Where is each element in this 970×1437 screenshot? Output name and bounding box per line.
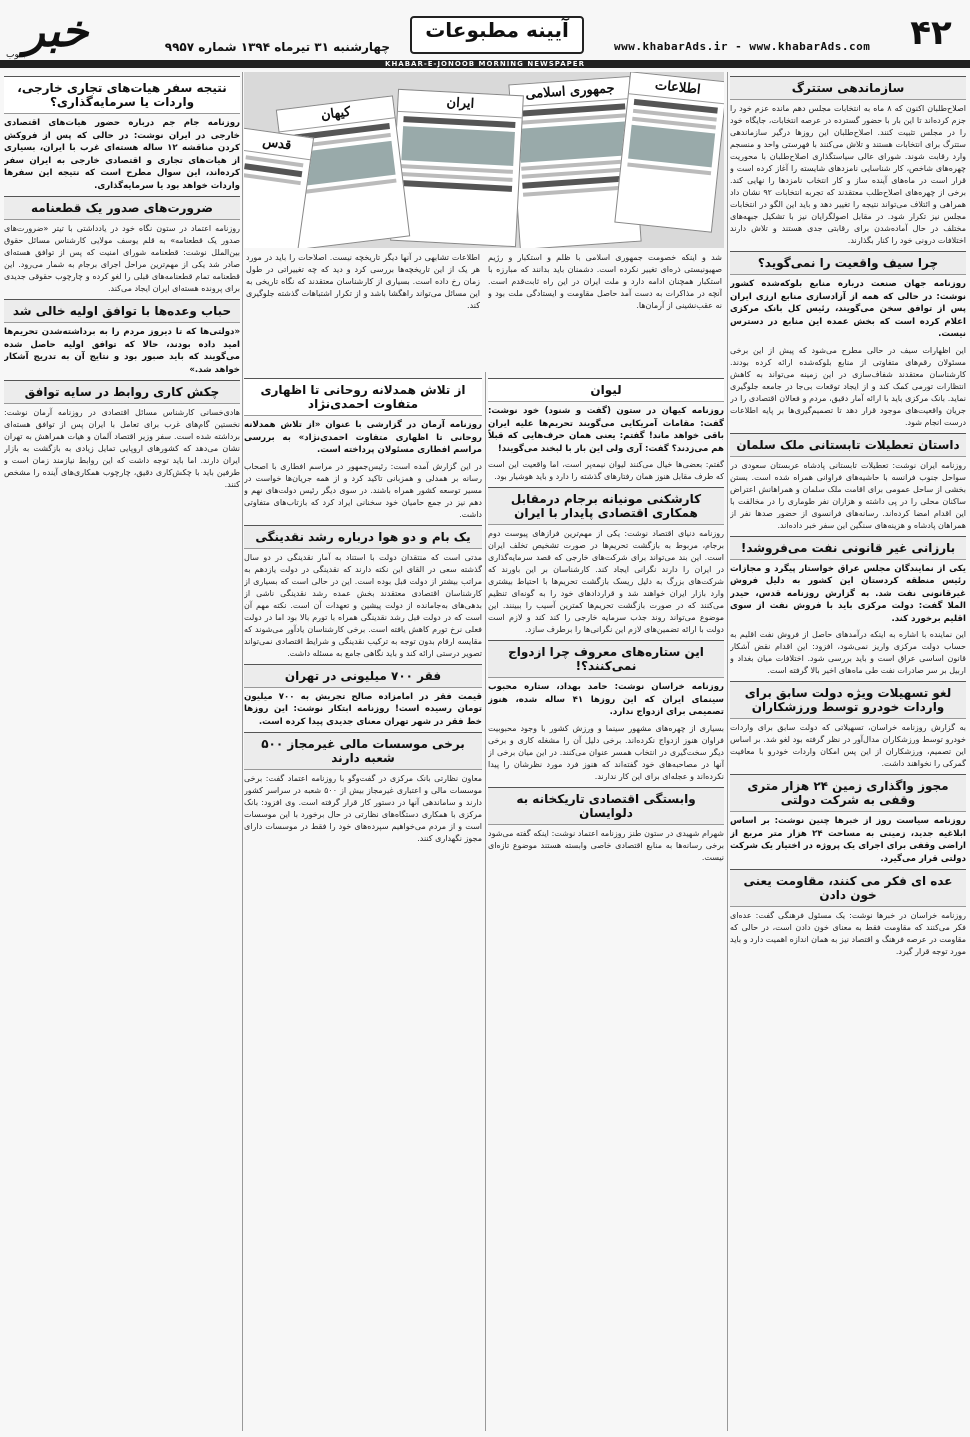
header-band: KHABAR-E-JONOOB MORNING NEWSPAPER (0, 60, 970, 68)
article-headline[interactable]: مجوز واگذاری زمین ۲۴ هزار متری وقفی به شرکت دولتی (730, 774, 966, 812)
article-continued (246, 252, 480, 370)
article-body: به گزارش روزنامه خراسان، تسهیلاتی که دولت سابق برای واردات خودرو توسط ورزشکاران مدال‌آور در نظر گرفته بود لغو شد. بر اساس این تصمیم، ورزشکاران از این پس امکان واردات خودرو با معافیت گمرکی را نخواهند داشت. (730, 723, 966, 768)
logo: خبر (23, 6, 89, 57)
article-lead: روزنامه کیهان در ستون (گفت و شنود) خود نوشت: گفت: مقامات آمریکایی می‌گویند تحریم‌ها علیه ایران باقی خواهد ماند! گفتم: یعنی همان حرف‌هایی که قبلاً هم می‌زدند؟ گفت: آری ولی این بار با لبخند می‌گویند! (488, 406, 724, 454)
article-headline[interactable]: لغو تسهیلات ویژه دولت سابق برای واردات خودرو توسط ورزشکاران (730, 681, 966, 719)
article-body: هادی‌خسانی کارشناس مسائل اقتصادی در روزنامه آرمان نوشت: نخستین گام‌های غرب برای تعامل با ایران پس از توافق هسته‌ای برداشته شده است. سفر وزیر اقتصاد آلمان و هیات همراهش به تهران نشان می‌دهد که کشورهای اروپایی تمایل زیادی به بازگشت به بازار ایران دارند. اما باید توجه داشت که این روابط نیازمند زمان است و طرفین باید با چکش‌کاری دقیق، چارچوب همکاری‌های آینده را مشخص کنند. (4, 408, 240, 489)
article (244, 525, 482, 660)
photo-caption-area (244, 252, 724, 370)
article-headline[interactable]: نتیجه سفر هیات‌های تجاری خارجی، واردات یا سرمایه‌گذاری؟ (4, 76, 240, 114)
article-body: روزنامه ایران نوشت: تعطیلات تابستانی پادشاه عربستان سعودی در سواحل جنوب فرانسه با حاشیه‌های فراوانی همراه شده است. بستن بخشی از ساحل عمومی برای اقامت ملک سلمان و همراهانش اعتراض ساکنان محلی را در پی داشته و هزاران نفر طوماری را در مخالفت با این اقدام امضا کرده‌اند. رسانه‌های فرانسوی از حضور صدها نفر از همراهان پادشاه و هزینه‌های سنگین این سفر خبر داده‌اند. (730, 460, 966, 530)
article-headline[interactable]: لیوان (488, 378, 724, 402)
newspapers-photo (244, 72, 724, 248)
column-divider (485, 372, 486, 1431)
article-body: شد و اینکه خصومت جمهوری اسلامی با ظلم و استکبار و رژیم صهیونیستی ذره‌ای تغییر نکرده است. دشمنان باید بدانند که مبارزه با استکبار همچنان ادامه دارد و ملت ایران در این راه ثابت‌قدم است. آنچه در مذاکرات به دست آمد حاصل مقاومت و ایستادگی ملت بود و نه عقب‌نشینی از آرمان‌ها. (488, 253, 722, 310)
newspaper-thumb (390, 89, 524, 247)
article (730, 76, 966, 247)
site-url[interactable]: www.khabarAds.ir - www.khabarAds.com (614, 40, 871, 53)
article (4, 380, 240, 491)
article-headline[interactable]: فقر ۷۰۰ میلیونی در تهران (244, 664, 482, 688)
article (730, 433, 966, 532)
article-lead: قیمت فقر در امامزاده صالح تجریش به ۷۰۰ میلیون تومان رسیده است! روزنامه ابتکار نوشت: این روزها خط فقر در شهر تهران معنای جدیدی پیدا کرده است. (244, 691, 482, 727)
article-body: این اظهارات سیف در حالی مطرح می‌شود که پیش از این برخی مسئولان رقم‌های متفاوتی از منابع بلوکه‌شده ارائه کرده بودند. کارشناسان معتقدند شفاف‌سازی در این زمینه می‌تواند به کاهش انتظارات تورمی کمک کند و از ایجاد توقعات بی‌جا در جامعه جلوگیری نماید. بانک مرکزی باید با ارائه آمار دقیق، مردم و فعالان اقتصادی را در جریان واقعیت‌های موجود قرار دهد تا تصمیم‌گیری‌ها بر پایه اطلاعات درست انجام شود. (730, 345, 966, 427)
article-body: معاون نظارتی بانک مرکزی در گفت‌وگو با روزنامه اعتماد گفت: برخی موسسات مالی و اعتباری غیرمجاز بیش از ۵۰۰ شعبه در سراسر کشور دارند و ساماندهی آنها در دستور کار قرار گرفته است. وی افزود: بانک مرکزی با همکاری دستگاه‌های نظارتی در حال برخورد با این موسسات است و از مردم می‌خواهیم سپرده‌های خود را فقط در موسسات دارای مجوز نگهداری کنند. (244, 774, 482, 843)
article-lead: «دولتی‌ها که تا دیروز مردم را به برداشته‌شدن تحریم‌ها امید داده بودند، حالا که توافق اولیه حاصل شده می‌گویند که باید صبور بود و نتایج آن به تدریج آشکار خواهد شد.» (4, 327, 240, 375)
column-center-right (488, 374, 724, 1431)
article-headline[interactable]: چرا سیف واقعیت را نمی‌گوید؟ (730, 251, 966, 275)
article (244, 664, 482, 729)
article (488, 787, 724, 864)
newspaper-masthead: قدس (244, 129, 313, 161)
article-headline[interactable]: این ستاره‌های معروف چرا ازدواج نمی‌کنند؟! (488, 640, 724, 678)
article-headline[interactable]: چکش کاری روابط در سایه توافق (4, 380, 240, 404)
article-body: گفتم: بعضی‌ها خیال می‌کنند لیوان نیمه‌پر است، اما واقعیت این است که طرف مقابل هنوز همان رفتارهای گذشته را دارد و باید هوشیار بود. (488, 460, 724, 481)
newspaper-masthead: کیهان (277, 96, 395, 132)
article-body: بسیاری از چهره‌های مشهور سینما و ورزش کشور با وجود محبوبیت فراوان هنوز ازدواج نکرده‌اند. برخی دلیل آن را مشغله کاری و برخی دیگر سخت‌گیری در انتخاب همسر عنوان می‌کنند. در این میان برخی از آنها در مصاحبه‌های خود گفته‌اند که هنوز فرد مورد نظرشان را پیدا نکرده‌اند و عجله‌ای برای این کار ندارند. (488, 723, 724, 781)
article-continued (488, 252, 722, 370)
article (730, 774, 966, 865)
newspaper-masthead: جمهوری اسلامی (509, 77, 630, 107)
article-lead: یکی از نمایندگان مجلس عراق خواستار پیگرد و مجازات رئیس منطقه کردستان این کشور به دلیل فروش غیرقانونی نفت شد. به گزارش روزنامه قدس، حیدر الملا گفت: دولت مرکزی باید با فروش نفت از سوی اقلیم برخورد کند. (730, 563, 966, 624)
article-headline[interactable]: وابستگی اقتصادی تاریکخانه به دلوایسان (488, 787, 724, 825)
article-body: اطلاعات تشابهی در آنها دیگر تاریخچه نیست. اصلاحات را باید در مورد هر یک از این تاریخچه‌ها بررسی کرد و دید که چه تغییراتی در طول زمان رخ داده است. بسیاری از کارشناسان معتقدند که نگاه تاریخی به این مسائل می‌تواند راهگشا باشد و از تکرار اشتباهات گذشته جلوگیری کند. (246, 253, 480, 310)
newspaper-masthead: اطلاعات (629, 72, 724, 104)
logo-subtitle: جنوب (6, 50, 28, 60)
newspaper-thumb (614, 72, 724, 233)
article (730, 251, 966, 429)
article (4, 76, 240, 192)
column-center-left (244, 374, 482, 1431)
article-lead: روزنامه آرمان در گزارشی با عنوان «از تلاش همدلانه روحانی تا اظهاری متفاوت احمدی‌نژاد» به بررسی مراسم افطاری مسئولان پرداخته است. (244, 420, 482, 455)
article (4, 299, 240, 376)
article-headline[interactable]: داستان تعطیلات تابستانی ملک سلمان (730, 433, 966, 457)
article-headline[interactable]: حباب وعده‌ها با توافق اولیه خالی شد (4, 299, 240, 323)
column-left (4, 72, 240, 1431)
article-body: مدتی است که منتقدان دولت با استناد به آمار نقدینگی در دو سال گذشته سعی در القای این نکته دارند که نقدینگی در دولت یازدهم به مراتب بیشتر از دولت قبل بوده است. این در حالی است که بسیاری از کارشناسان اقتصادی معتقدند بخش عمده رشد نقدینگی ناشی از بدهی‌های به‌جامانده از دولت پیشین و تعهدات آن است. نکته مهم آن است که در دولت قبل رشد نقدینگی همراه با تورم بالا بود اما در دولت فعلی نرخ تورم کاهش یافته است. برخی کارشناسان یادآور می‌شوند که مقایسه ارقام بدون توجه به ترکیب نقدینگی و شرایط اقتصادی نمی‌تواند تصویر درستی ارائه کند و باید نگاهی جامع به مسئله داشت. (244, 552, 482, 658)
article (488, 640, 724, 783)
newspaper-masthead: ایران (398, 90, 523, 118)
article (488, 487, 724, 636)
article (4, 196, 240, 295)
article-lead: روزنامه سیاست روز از خبرها چنین نوشت: بر اساس ابلاغیه جدید، زمینی به مساحت ۲۴ هزار متر مربع از اراضی وقفی برای اجرای یک پروژه در اختیار یک شرکت دولتی قرار می‌گیرد. (730, 816, 966, 864)
column-divider (242, 72, 243, 1431)
article (730, 869, 966, 958)
article-headline[interactable]: سازماندهی ستترگ (730, 76, 966, 100)
article (488, 378, 724, 483)
column-divider (727, 72, 728, 1431)
article-body: روزنامه دنیای اقتصاد نوشت: یکی از مهم‌ترین فرازهای پیوست دوم برجام، مربوط به بازگشت تحریم‌ها در صورت تشخیص تخلف ایران است. این بند می‌تواند برای شرکت‌های خارجی که قصد سرمایه‌گذاری در ایران را دارند نگرانی ایجاد کند. کارشناسان بر این باورند که شرکت‌های بزرگ به دلیل ریسک بازگشت تحریم‌ها با احتیاط بیشتری وارد بازار ایران خواهند شد و قراردادهای خود را به گونه‌ای تنظیم می‌کنند که در صورت بازگشت تحریم‌ها کمترین آسیب را ببینند. این موضوع می‌تواند روند جذب سرمایه خارجی را کند کند و لازم است دولت با ارائه تضمین‌های لازم این نگرانی‌ها را برطرف سازد. (488, 529, 724, 634)
article-lead: روزنامه جهان صنعت درباره منابع بلوکه‌شده کشور نوشت: در حالی که همه از آزادسازی منابع ارزی ایران پس از توافق سخن می‌گویند، رئیس کل بانک مرکزی اعلام کرده است که بخش عمده این منابع در دسترس نیست. (730, 279, 966, 339)
article (730, 536, 966, 678)
article-headline[interactable]: عده ای فکر می کنند، مقاومت یعنی خون دادن (730, 869, 966, 907)
article (244, 732, 482, 845)
dateline: چهارشنبه ۳۱ تیرماه ۱۳۹۴ شماره ۹۹۵۷ (164, 40, 390, 54)
article-lead: روزنامه خراسان نوشت: حامد بهداد، ستاره محبوب سینمای ایران که این روزها ۴۱ ساله شده، هنوز تصمیمی برای ازدواج ندارد. (488, 682, 724, 717)
article-body: این نماینده با اشاره به اینکه درآمدهای حاصل از فروش نفت اقلیم به حساب دولت مرکزی واریز نمی‌شود، افزود: این اقدام نقض آشکار قانون اساسی عراق است و باید بررسی شود. اختلافات میان بغداد و اربیل بر سر صادرات نفت طی ماه‌های اخیر بالا گرفته است. (730, 630, 966, 675)
article-body: روزنامه خراسان در خبرها نوشت: یک مسئول فرهنگی گفت: عده‌ای فکر می‌کنند که مقاومت فقط به معنای خون دادن است، در حالی که مقاومت در عرصه فرهنگ و اقتصاد نیز به همان اندازه اهمیت دارد و باید مورد توجه قرار گیرد. (730, 911, 966, 956)
article-body: در این گزارش آمده است: رئیس‌جمهور در مراسم افطاری با اصحاب رسانه بر همدلی و همزبانی تاکید کرد و از همه جریان‌ها خواست در مسیر توسعه کشور همراه باشند. در سوی دیگر رئیس دولت‌های نهم و دهم نیز در جمع حامیان خود سخنانی ایراد کرد که بازتاب‌های متفاوتی داشت. (244, 461, 482, 519)
article-body: اصلاح‌طلبان اکنون که ۸ ماه به انتخابات مجلس دهم مانده عزم خود را جزم کرده‌اند تا این بار با حضور گسترده در عرصه انتخابات، جایگاه خود را در مجلس تثبیت کنند. اصلاح‌طلبان این روزها درگیر سازماندهی ستترگ برای انتخابات هستند و تلاش می‌کنند با فهرستی واحد و منسجم وارد رقابت شوند. شورای عالی سیاستگذاری اصلاح‌طلبان با محوریت چهره‌های شاخص، کار شناسایی نامزدهای شایسته را آغاز کرده است و قرار است در ماه‌های آینده ساز و کار انتخاب نامزدها را نهایی کند. برخی از چهره‌های اصلاح‌طلب معتقدند که تجربه انتخابات ۹۲ نشان داد همراهی و ائتلاف می‌تواند نتیجه را تغییر دهد و باید این الگو در انتخابات مجلس نیز تکرار شود. در مقابل اصولگرایان نیز با تشکیل جبهه‌های مختلف در حال آماده‌شدن برای رقابتی جدی هستند و تلاش دارند اختلافات درونی خود را کنار بگذارند. (730, 104, 966, 245)
article (244, 378, 482, 521)
article-lead: روزنامه جام جم درباره حضور هیات‌های اقتصادی خارجی در ایران نوشت: در حالی که پس از فروکش کردن مناقشه ۱۲ ساله هسته‌ای غرب با ایران، بسیاری از هیات‌های تجاری و اقتصادی خارجی به ایران سفر کرده‌اند، این سوال مطرح است که نتیجه این سفرها واردات خواهد بود یا سرمایه‌گذاری. (4, 118, 240, 191)
column-right (730, 72, 966, 1431)
section-title: آیینه مطبوعات (410, 16, 584, 54)
article-headline[interactable]: کارشکنی مونیانه برجام درمقابل همکاری اقتصادی پایدار با ایران (488, 487, 724, 525)
article-headline[interactable]: یک بام و دو هوا درباره رشد نقدینگی (244, 525, 482, 549)
article-headline[interactable]: از تلاش همدلانه روحانی تا اظهاری متفاوت احمدی‌نژاد (244, 378, 482, 416)
article-headline[interactable]: برخی موسسات مالی غیرمجاز ۵۰۰ شعبه دارند (244, 732, 482, 770)
article-body: روزنامه اعتماد در ستون نگاه خود در یادداشتی با تیتر «ضرورت‌های صدور یک قطعنامه» به قلم یوسف مولایی کارشناس مسائل حقوق بین‌الملل نوشت: قطعنامه شورای امنیت که پس از توافق هسته‌ای صادر شد یکی از مهم‌ترین مراحل اجرای برجام به شمار می‌رود. این قطعنامه تمام قطعنامه‌های قبلی را لغو کرده و چارچوب حقوقی جدیدی برای پرونده هسته‌ای ایران ایجاد می‌کند. (4, 224, 240, 293)
article-body: شهرام شهیدی در ستون طنز روزنامه اعتماد نوشت: اینکه گفته می‌شود برخی رسانه‌ها به منابع اقتصادی خاصی وابسته هستند موضوع تازه‌ای نیست. (488, 828, 724, 862)
masthead (0, 0, 970, 68)
article (730, 681, 966, 770)
article-headline[interactable]: ضرورت‌های صدور یک قطعنامه (4, 196, 240, 220)
page-number: ۴۲ (910, 13, 952, 53)
article-headline[interactable]: بارزانی غیر قانونی نفت می‌فروشد! (730, 536, 966, 560)
